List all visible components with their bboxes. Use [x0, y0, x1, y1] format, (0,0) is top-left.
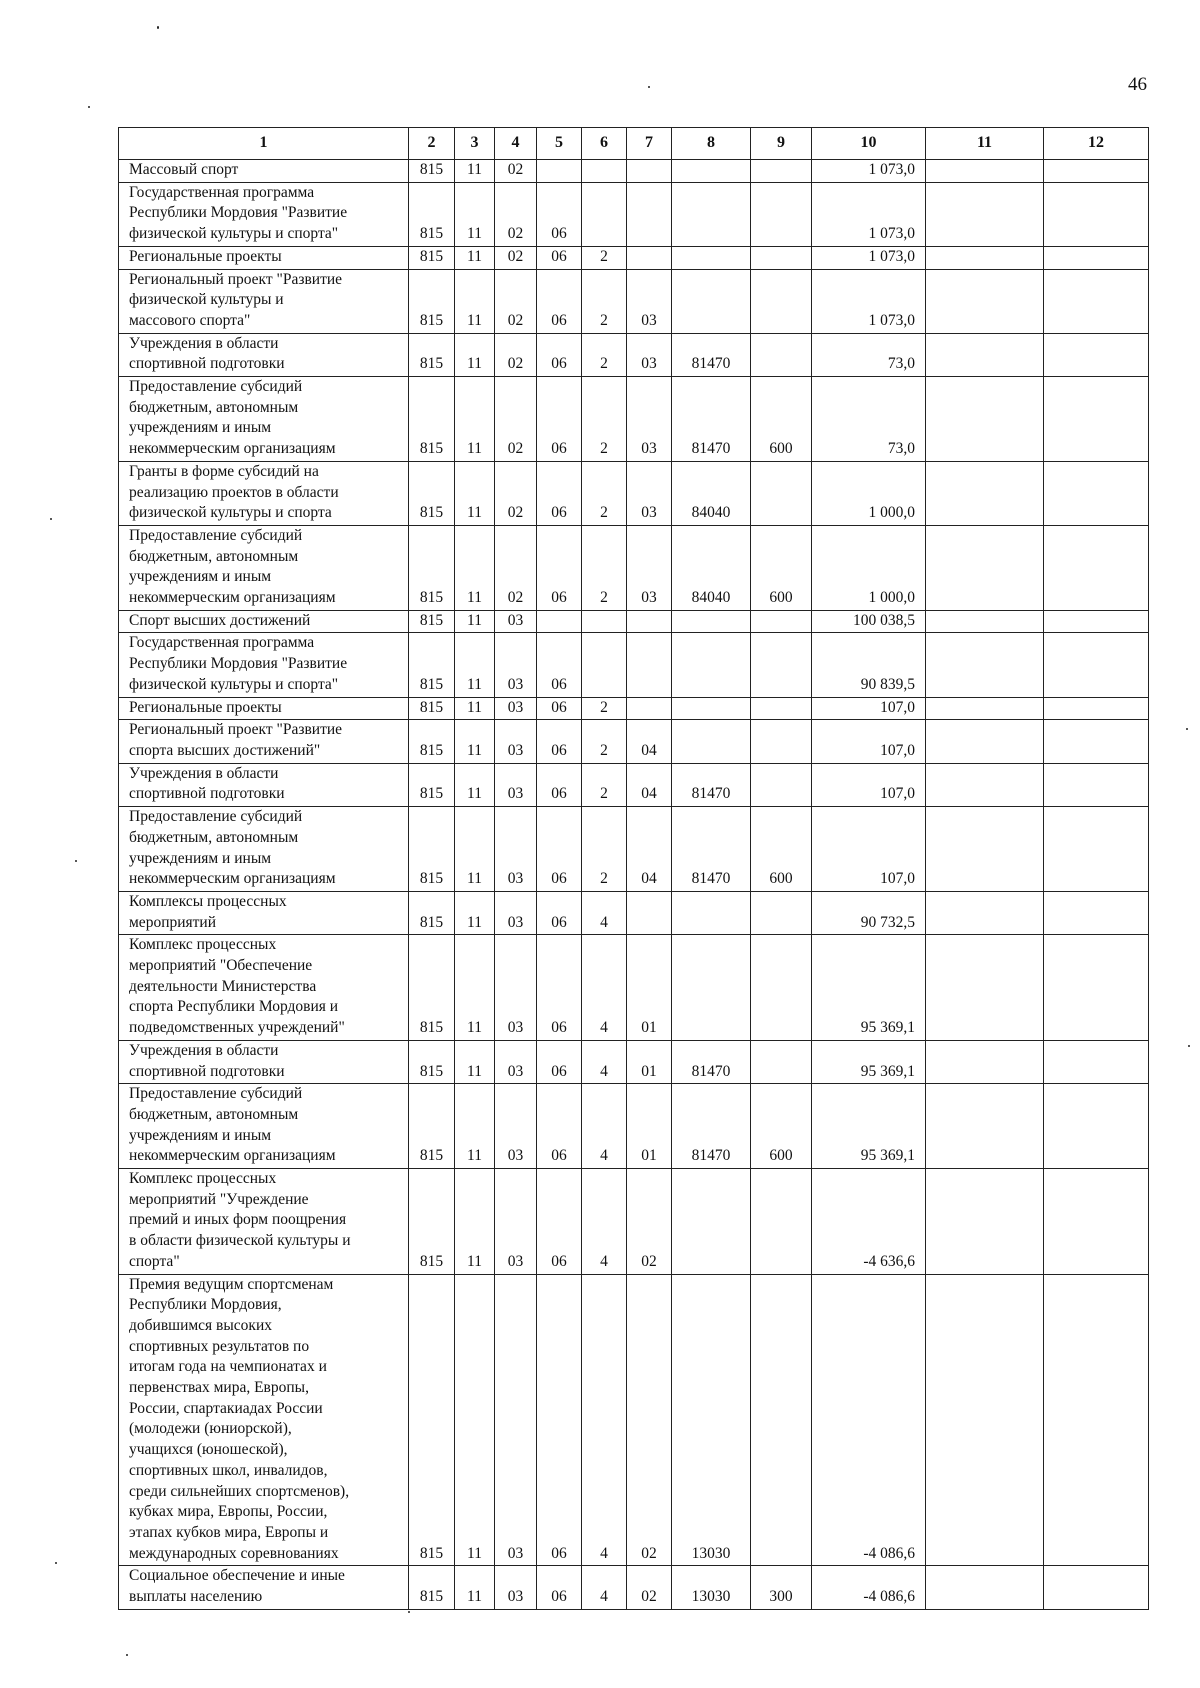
row-code-cell: [1044, 935, 1149, 1041]
row-code-cell: [627, 160, 672, 183]
row-code-cell: 4: [582, 891, 627, 934]
row-code-cell: 81470: [672, 333, 751, 376]
row-code-cell: 13030: [672, 1274, 751, 1566]
row-code-cell: [751, 461, 812, 525]
row-code-cell: 81470: [672, 807, 751, 892]
row-code-cell: 11: [455, 1566, 495, 1609]
row-code-cell: [672, 633, 751, 697]
row-description: Комплекс процессных мероприятий "Учреждение премий и иных форм поощрения в области физической культуры и спорта": [119, 1169, 409, 1275]
row-code-cell: [926, 891, 1044, 934]
table-row: [119, 1169, 1149, 1275]
row-code-cell: 11: [455, 182, 495, 246]
row-code-cell: [1044, 269, 1149, 333]
row-code-cell: [582, 182, 627, 246]
row-code-cell: [926, 246, 1044, 269]
row-code-cell: [926, 633, 1044, 697]
row-code-cell: [926, 763, 1044, 806]
row-code-cell: 815: [409, 461, 455, 525]
row-code-cell: [672, 720, 751, 763]
row-code-cell: [1044, 333, 1149, 376]
row-code-cell: 03: [495, 763, 537, 806]
row-code-cell: [537, 610, 582, 633]
row-code-cell: [1044, 377, 1149, 462]
scan-speck: [408, 1611, 410, 1613]
row-code-cell: [672, 269, 751, 333]
row-code-cell: 03: [495, 697, 537, 720]
row-code-cell: 11: [455, 333, 495, 376]
row-code-cell: [926, 1084, 1044, 1169]
row-code-cell: 11: [455, 1169, 495, 1275]
row-code-cell: [672, 935, 751, 1041]
row-code-cell: [1044, 697, 1149, 720]
table-row: [119, 182, 1149, 246]
row-code-cell: [582, 160, 627, 183]
row-code-cell: [926, 935, 1044, 1041]
table-row: [119, 935, 1149, 1041]
row-code-cell: [926, 525, 1044, 610]
row-code-cell: [1044, 1084, 1149, 1169]
row-code-cell: 2: [582, 461, 627, 525]
scan-speck: [648, 86, 650, 88]
row-code-cell: [751, 720, 812, 763]
row-code-cell: 11: [455, 246, 495, 269]
row-code-cell: 815: [409, 269, 455, 333]
column-header: 12: [1044, 128, 1149, 160]
row-description: Государственная программа Республики Мордовия "Развитие физической культуры и спорта": [119, 182, 409, 246]
row-description: Учреждения в области спортивной подготовки: [119, 1040, 409, 1083]
row-code-cell: [926, 1274, 1044, 1566]
row-code-cell: [672, 697, 751, 720]
row-code-cell: [672, 182, 751, 246]
table-body: [119, 160, 1149, 1610]
row-code-cell: [1044, 160, 1149, 183]
row-code-cell: 84040: [672, 461, 751, 525]
row-code-cell: 11: [455, 807, 495, 892]
scan-speck: [1186, 728, 1188, 730]
row-code-cell: 02: [495, 182, 537, 246]
row-code-cell: [751, 1169, 812, 1275]
row-code-cell: [926, 720, 1044, 763]
row-code-cell: 815: [409, 1169, 455, 1275]
column-header: 2: [409, 128, 455, 160]
column-header: 1: [119, 128, 409, 160]
table-row: [119, 160, 1149, 183]
row-code-cell: 600: [751, 1084, 812, 1169]
row-code-cell: 02: [495, 461, 537, 525]
row-code-cell: [1044, 633, 1149, 697]
row-code-cell: [1044, 182, 1149, 246]
row-code-cell: 06: [537, 891, 582, 934]
row-code-cell: 02: [495, 333, 537, 376]
row-code-cell: 2: [582, 763, 627, 806]
row-code-cell: 11: [455, 1084, 495, 1169]
row-description: Предоставление субсидий бюджетным, автономным учреждениям и иным некоммерческим организациям: [119, 807, 409, 892]
scan-speck: [1188, 1045, 1190, 1047]
row-code-cell: 02: [495, 525, 537, 610]
row-description: Предоставление субсидий бюджетным, автономным учреждениям и иным некоммерческим организациям: [119, 1084, 409, 1169]
table-row: [119, 1566, 1149, 1609]
row-amount: 73,0: [812, 377, 926, 462]
row-code-cell: [1044, 246, 1149, 269]
row-code-cell: 06: [537, 269, 582, 333]
row-code-cell: 81470: [672, 377, 751, 462]
row-description: Комплекс процессных мероприятий "Обеспечение деятельности Министерства спорта Республики Мордовия и подведомственных учреждений": [119, 935, 409, 1041]
row-code-cell: 4: [582, 1566, 627, 1609]
row-code-cell: [926, 610, 1044, 633]
row-code-cell: 03: [495, 1169, 537, 1275]
table-row: [119, 461, 1149, 525]
row-code-cell: 300: [751, 1566, 812, 1609]
row-code-cell: 815: [409, 697, 455, 720]
row-code-cell: [751, 269, 812, 333]
row-code-cell: 11: [455, 935, 495, 1041]
row-description: Региональный проект "Развитие спорта высших достижений": [119, 720, 409, 763]
row-code-cell: 03: [495, 891, 537, 934]
row-code-cell: [751, 160, 812, 183]
budget-table: [118, 127, 1149, 1610]
row-amount: 1 000,0: [812, 525, 926, 610]
row-code-cell: 11: [455, 160, 495, 183]
row-code-cell: 11: [455, 461, 495, 525]
row-code-cell: [751, 182, 812, 246]
row-code-cell: 02: [495, 160, 537, 183]
row-code-cell: [627, 891, 672, 934]
scan-speck: [157, 26, 159, 29]
row-code-cell: 11: [455, 1274, 495, 1566]
table-row: [119, 1084, 1149, 1169]
row-amount: 1 000,0: [812, 461, 926, 525]
row-code-cell: [751, 1274, 812, 1566]
row-code-cell: [926, 269, 1044, 333]
row-code-cell: [1044, 763, 1149, 806]
row-code-cell: 600: [751, 377, 812, 462]
row-code-cell: [751, 333, 812, 376]
row-code-cell: 815: [409, 807, 455, 892]
row-code-cell: [672, 610, 751, 633]
row-description: Региональный проект "Развитие физической культуры и массового спорта": [119, 269, 409, 333]
column-header: 7: [627, 128, 672, 160]
row-code-cell: 815: [409, 377, 455, 462]
row-code-cell: [672, 246, 751, 269]
row-code-cell: [926, 461, 1044, 525]
column-header: 6: [582, 128, 627, 160]
row-code-cell: [1044, 807, 1149, 892]
row-code-cell: 11: [455, 697, 495, 720]
column-header: 8: [672, 128, 751, 160]
row-code-cell: [926, 160, 1044, 183]
row-code-cell: 06: [537, 333, 582, 376]
row-amount: 100 038,5: [812, 610, 926, 633]
row-code-cell: [627, 633, 672, 697]
row-amount: 95 369,1: [812, 1084, 926, 1169]
row-code-cell: 2: [582, 269, 627, 333]
row-code-cell: 01: [627, 1040, 672, 1083]
row-code-cell: 06: [537, 720, 582, 763]
row-code-cell: 815: [409, 935, 455, 1041]
table-row: [119, 610, 1149, 633]
row-code-cell: [751, 763, 812, 806]
row-code-cell: [672, 891, 751, 934]
row-code-cell: 815: [409, 1566, 455, 1609]
row-code-cell: 11: [455, 891, 495, 934]
row-amount: 73,0: [812, 333, 926, 376]
row-code-cell: [926, 1169, 1044, 1275]
row-code-cell: [926, 377, 1044, 462]
row-code-cell: 02: [495, 377, 537, 462]
row-amount: 107,0: [812, 763, 926, 806]
row-code-cell: 2: [582, 377, 627, 462]
row-code-cell: 03: [495, 610, 537, 633]
table-row: [119, 525, 1149, 610]
row-code-cell: [926, 1040, 1044, 1083]
row-code-cell: 06: [537, 182, 582, 246]
row-code-cell: 2: [582, 697, 627, 720]
table-row: [119, 333, 1149, 376]
row-code-cell: [926, 807, 1044, 892]
row-code-cell: 11: [455, 377, 495, 462]
table-row: [119, 1274, 1149, 1566]
table-row: [119, 246, 1149, 269]
row-code-cell: 2: [582, 525, 627, 610]
row-code-cell: [926, 333, 1044, 376]
row-code-cell: 06: [537, 461, 582, 525]
row-code-cell: [751, 610, 812, 633]
row-code-cell: 815: [409, 525, 455, 610]
row-code-cell: 11: [455, 610, 495, 633]
row-code-cell: 06: [537, 525, 582, 610]
row-code-cell: 03: [495, 1040, 537, 1083]
row-code-cell: 04: [627, 807, 672, 892]
row-code-cell: 2: [582, 246, 627, 269]
row-description: Государственная программа Республики Мордовия "Развитие физической культуры и спорта": [119, 633, 409, 697]
table-header: [119, 128, 1149, 160]
table-row: [119, 763, 1149, 806]
row-code-cell: [751, 633, 812, 697]
row-code-cell: 4: [582, 1040, 627, 1083]
row-code-cell: 11: [455, 720, 495, 763]
table-row: [119, 377, 1149, 462]
row-code-cell: 815: [409, 1274, 455, 1566]
row-code-cell: 4: [582, 935, 627, 1041]
row-code-cell: 03: [495, 1084, 537, 1169]
row-code-cell: 03: [627, 461, 672, 525]
row-code-cell: 13030: [672, 1566, 751, 1609]
column-header: 5: [537, 128, 582, 160]
row-code-cell: 11: [455, 269, 495, 333]
row-amount: 90 732,5: [812, 891, 926, 934]
row-code-cell: [1044, 1274, 1149, 1566]
row-code-cell: 815: [409, 1084, 455, 1169]
row-code-cell: 03: [627, 269, 672, 333]
row-code-cell: 4: [582, 1274, 627, 1566]
row-code-cell: 06: [537, 633, 582, 697]
page-number: 46: [1128, 74, 1147, 95]
scan-speck: [88, 106, 90, 108]
row-code-cell: [926, 182, 1044, 246]
row-code-cell: 06: [537, 807, 582, 892]
row-code-cell: 04: [627, 720, 672, 763]
row-code-cell: 02: [495, 246, 537, 269]
row-code-cell: 03: [495, 807, 537, 892]
row-code-cell: 06: [537, 763, 582, 806]
column-header: 9: [751, 128, 812, 160]
row-amount: 90 839,5: [812, 633, 926, 697]
row-description: Социальное обеспечение и иные выплаты населению: [119, 1566, 409, 1609]
column-header: 4: [495, 128, 537, 160]
row-code-cell: [751, 935, 812, 1041]
row-code-cell: 815: [409, 891, 455, 934]
row-code-cell: [627, 610, 672, 633]
row-code-cell: 06: [537, 1169, 582, 1275]
row-amount: -4 636,6: [812, 1169, 926, 1275]
row-code-cell: 815: [409, 246, 455, 269]
row-code-cell: [627, 697, 672, 720]
row-code-cell: 03: [627, 333, 672, 376]
row-code-cell: 06: [537, 1040, 582, 1083]
scan-speck: [126, 1654, 128, 1656]
row-code-cell: [672, 1169, 751, 1275]
row-code-cell: 81470: [672, 1084, 751, 1169]
table-row: [119, 269, 1149, 333]
row-code-cell: [1044, 461, 1149, 525]
row-amount: 107,0: [812, 697, 926, 720]
scan-speck: [50, 518, 52, 520]
row-amount: 95 369,1: [812, 935, 926, 1041]
row-description: Спорт высших достижений: [119, 610, 409, 633]
row-code-cell: 2: [582, 807, 627, 892]
row-code-cell: 815: [409, 763, 455, 806]
row-code-cell: 02: [627, 1566, 672, 1609]
row-description: Массовый спорт: [119, 160, 409, 183]
row-code-cell: [582, 610, 627, 633]
row-amount: 107,0: [812, 720, 926, 763]
row-code-cell: [751, 891, 812, 934]
row-code-cell: [1044, 525, 1149, 610]
row-code-cell: [672, 160, 751, 183]
row-amount: -4 086,6: [812, 1566, 926, 1609]
row-code-cell: [926, 1566, 1044, 1609]
row-code-cell: 815: [409, 160, 455, 183]
row-code-cell: 06: [537, 1274, 582, 1566]
row-code-cell: 11: [455, 633, 495, 697]
row-code-cell: 02: [627, 1169, 672, 1275]
row-code-cell: [627, 182, 672, 246]
row-code-cell: 03: [627, 377, 672, 462]
row-code-cell: 815: [409, 182, 455, 246]
scan-speck: [55, 1562, 57, 1564]
row-description: Предоставление субсидий бюджетным, автономным учреждениям и иным некоммерческим организациям: [119, 525, 409, 610]
row-code-cell: 03: [627, 525, 672, 610]
row-code-cell: 815: [409, 1040, 455, 1083]
row-code-cell: 815: [409, 333, 455, 376]
row-code-cell: [926, 697, 1044, 720]
row-code-cell: 06: [537, 1566, 582, 1609]
row-code-cell: 06: [537, 377, 582, 462]
row-code-cell: 02: [627, 1274, 672, 1566]
row-code-cell: 06: [537, 1084, 582, 1169]
row-code-cell: 02: [495, 269, 537, 333]
row-amount: 1 073,0: [812, 182, 926, 246]
row-code-cell: 03: [495, 720, 537, 763]
row-code-cell: 4: [582, 1169, 627, 1275]
row-code-cell: 2: [582, 333, 627, 376]
row-amount: 1 073,0: [812, 269, 926, 333]
row-code-cell: [751, 697, 812, 720]
row-code-cell: 815: [409, 633, 455, 697]
table-row: [119, 633, 1149, 697]
row-amount: -4 086,6: [812, 1274, 926, 1566]
row-code-cell: 03: [495, 633, 537, 697]
row-code-cell: 03: [495, 1274, 537, 1566]
row-code-cell: 03: [495, 935, 537, 1041]
row-code-cell: [1044, 1169, 1149, 1275]
row-code-cell: 4: [582, 1084, 627, 1169]
row-code-cell: 81470: [672, 763, 751, 806]
row-code-cell: [1044, 610, 1149, 633]
row-code-cell: 600: [751, 807, 812, 892]
row-amount: 1 073,0: [812, 160, 926, 183]
row-amount: 1 073,0: [812, 246, 926, 269]
column-header: 3: [455, 128, 495, 160]
row-code-cell: 06: [537, 246, 582, 269]
row-code-cell: 11: [455, 763, 495, 806]
row-description: Предоставление субсидий бюджетным, автономным учреждениям и иным некоммерческим организациям: [119, 377, 409, 462]
row-code-cell: [1044, 1566, 1149, 1609]
row-code-cell: 01: [627, 935, 672, 1041]
row-code-cell: 04: [627, 763, 672, 806]
row-description: Учреждения в области спортивной подготовки: [119, 763, 409, 806]
row-code-cell: 84040: [672, 525, 751, 610]
row-code-cell: 06: [537, 697, 582, 720]
row-code-cell: 03: [495, 1566, 537, 1609]
table-row: [119, 720, 1149, 763]
row-code-cell: 815: [409, 610, 455, 633]
row-code-cell: 815: [409, 720, 455, 763]
row-code-cell: 2: [582, 720, 627, 763]
row-code-cell: 11: [455, 525, 495, 610]
row-code-cell: 01: [627, 1084, 672, 1169]
row-description: Премия ведущим спортсменам Республики Мордовия, добившимся высоких спортивных результатов по итогам года на чемпионатах и первенствах мира, Европы, России, спартакиадах России (молодежи (юниорской), учащихся (юношеской), спортивных школ, инвалидов, среди сильнейших спортсменов), кубках мира, Европы, России, этапах кубков мира, Европы и международных соревнованиях: [119, 1274, 409, 1566]
row-amount: 107,0: [812, 807, 926, 892]
table-row: [119, 807, 1149, 892]
row-code-cell: 600: [751, 525, 812, 610]
row-code-cell: [627, 246, 672, 269]
row-description: Комплексы процессных мероприятий: [119, 891, 409, 934]
column-header: 11: [926, 128, 1044, 160]
row-code-cell: [1044, 720, 1149, 763]
table-row: [119, 891, 1149, 934]
row-amount: 95 369,1: [812, 1040, 926, 1083]
row-description: Региональные проекты: [119, 697, 409, 720]
row-code-cell: [1044, 891, 1149, 934]
row-code-cell: 11: [455, 1040, 495, 1083]
column-header: 10: [812, 128, 926, 160]
row-code-cell: [751, 246, 812, 269]
table-row: [119, 1040, 1149, 1083]
scan-speck: [75, 860, 77, 862]
row-code-cell: 06: [537, 935, 582, 1041]
row-code-cell: [1044, 1040, 1149, 1083]
row-code-cell: [751, 1040, 812, 1083]
table-row: [119, 697, 1149, 720]
row-code-cell: 81470: [672, 1040, 751, 1083]
row-code-cell: [582, 633, 627, 697]
row-code-cell: [537, 160, 582, 183]
row-description: Гранты в форме субсидий на реализацию проектов в области физической культуры и спорта: [119, 461, 409, 525]
row-description: Региональные проекты: [119, 246, 409, 269]
row-description: Учреждения в области спортивной подготовки: [119, 333, 409, 376]
